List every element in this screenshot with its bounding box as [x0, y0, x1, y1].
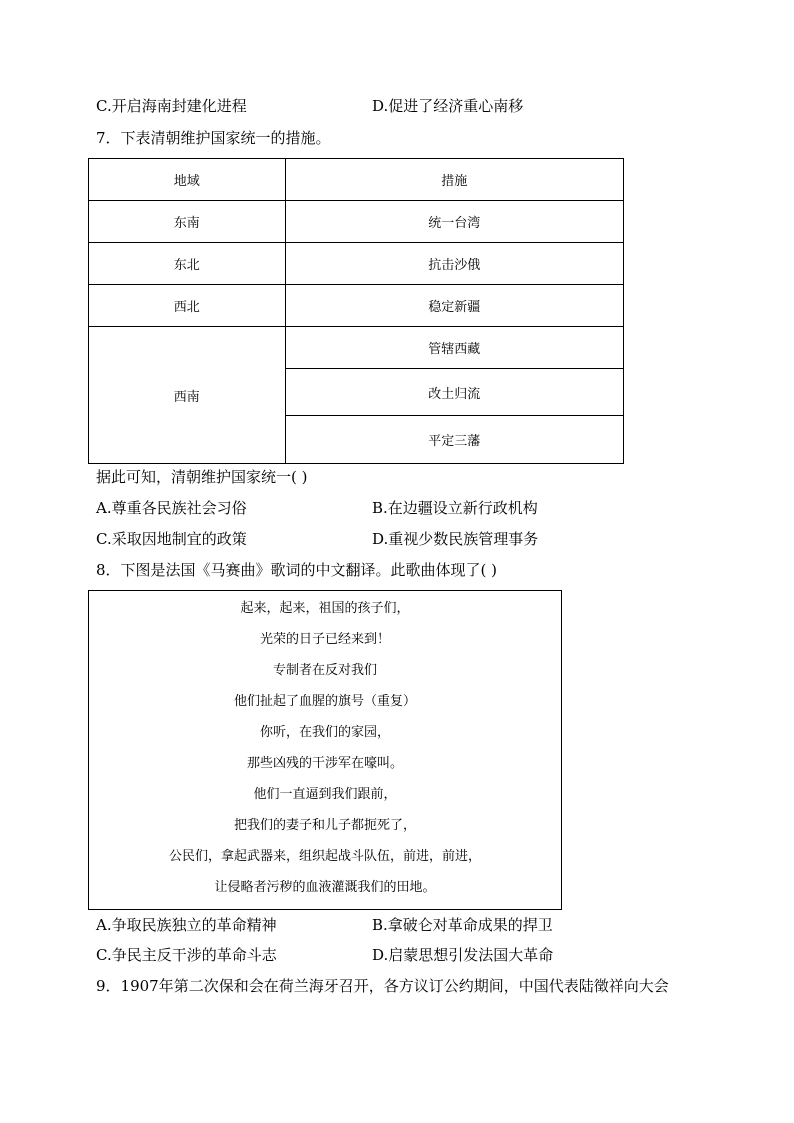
q6-option-d: D.促进了经济重心南移: [372, 97, 524, 115]
q7-conclusion: 据此可知，清朝维护国家统一( ): [96, 468, 308, 486]
table-cell-region: 东南: [89, 201, 286, 243]
table-row: [89, 327, 624, 369]
q7-stem: 7．下表清朝维护国家统一的措施。: [96, 129, 331, 147]
table-cell-measure: 抗击沙俄: [285, 243, 623, 285]
q8-option-d: D.启蒙思想引发法国大革命: [372, 946, 554, 964]
table-cell-region: 东北: [89, 243, 286, 285]
q8-option-c: C.争民主反干涉的革命斗志: [96, 946, 277, 964]
lyric-line: 他们扯起了血腥的旗号（重复）: [233, 694, 416, 709]
table-cell-measure: 平定三藩: [285, 416, 623, 464]
q8-option-b: B.拿破仑对革命成果的捍卫: [372, 916, 553, 934]
q7-option-a: A.尊重各民族社会习俗: [96, 499, 247, 517]
table-header-region: 地域: [89, 159, 286, 201]
table-cell-measure: 管辖西藏: [285, 327, 623, 369]
table-cell-measure: 统一台湾: [285, 201, 623, 243]
q7-option-c: C.采取因地制宜的政策: [96, 530, 247, 548]
lyric-line: 把我们的妻子和儿子都扼死了，: [233, 818, 416, 833]
lyric-line: 你听，在我们的家园，: [259, 725, 390, 740]
q8-option-a: A.争取民族独立的革命精神: [96, 916, 277, 934]
lyric-line: 公民们，拿起武器来，组织起战斗队伍，前进，前进，: [168, 849, 481, 864]
table-cell-region-southwest: 西南: [89, 327, 286, 464]
q7-option-d: D.重视少数民族管理事务: [372, 530, 539, 548]
q6-option-c: C.开启海南封建化进程: [96, 97, 247, 115]
lyric-line: 起来，起来，祖国的孩子们，: [240, 601, 410, 616]
table-cell-measure: 稳定新疆: [285, 285, 623, 327]
lyric-line: 专制者在反对我们: [272, 663, 377, 678]
table-header-row: [89, 159, 624, 201]
table-row: [89, 243, 624, 285]
table-row: [89, 285, 624, 327]
table-row: [89, 201, 624, 243]
q7-measures-table: [88, 158, 624, 464]
table-cell-region: 西北: [89, 285, 286, 327]
q9-stem: 9．1907年第二次保和会在荷兰海牙召开，各方议订公约期间，中国代表陆徵祥向大会: [96, 977, 669, 995]
table-header-measure: 措施: [285, 159, 623, 201]
lyric-line: 那些凶残的干涉军在嚎叫。: [246, 756, 403, 771]
table-cell-measure: 改土归流: [285, 369, 623, 416]
q8-stem: 8．下图是法国《马赛曲》歌词的中文翻译。此歌曲体现了( ): [96, 561, 498, 579]
lyric-line: 光荣的日子已经来到！: [259, 632, 390, 647]
lyric-line: 他们一直逼到我们跟前，: [253, 787, 397, 802]
lyric-line: 让侵略者污秽的血液灌溉我们的田地。: [214, 880, 436, 895]
marseillaise-lyrics-box: [88, 590, 562, 910]
q7-option-b: B.在边疆设立新行政机构: [372, 499, 538, 517]
